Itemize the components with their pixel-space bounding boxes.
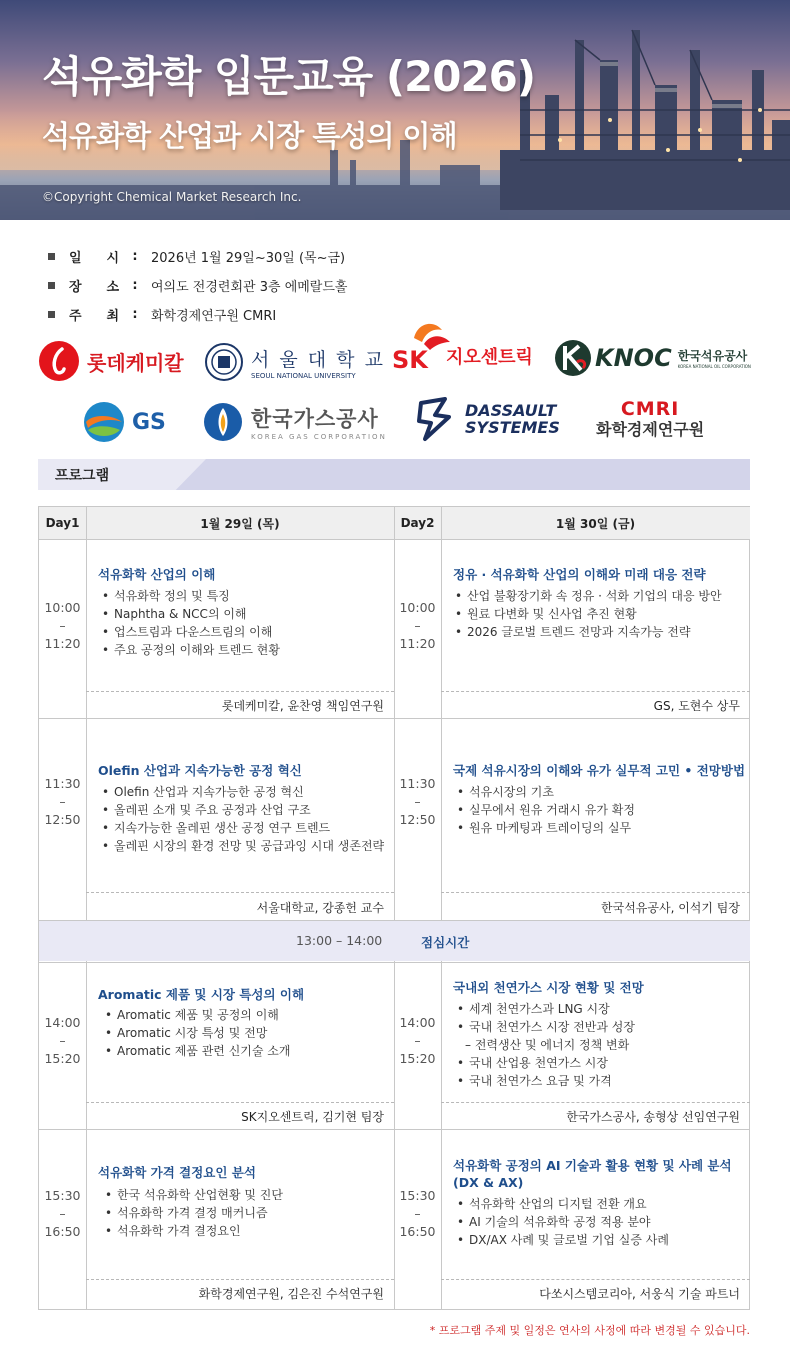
list-item: • 지속가능한 올레핀 생산 공정 연구 트렌드 xyxy=(102,819,384,837)
list-item: • 한국 석유화학 산업현황 및 진단 xyxy=(105,1186,283,1204)
session-3-time-left: 14:00 – 15:20 xyxy=(44,1015,81,1066)
session-4-right-title: 석유화학 공정의 AI 기술과 활용 현황 및 사례 분석 xyxy=(453,1158,732,1173)
logo-kogas-kr: 한국가스공사 xyxy=(251,407,379,431)
list-item: • 세계 천연가스과 LNG 시장 xyxy=(457,1000,635,1018)
logo-snu-kr: 서 울 대 학 교 xyxy=(251,348,385,371)
list-item: • 원유 마케팅과 트레이딩의 실무 xyxy=(457,819,635,837)
session-3-left-title: Aromatic 제품 및 시장 특성의 이해 xyxy=(98,987,305,1002)
logo-kogas-en: KOREA GAS CORPORATION xyxy=(251,433,387,441)
list-item: • 국내 천연가스 요금 및 가격 xyxy=(457,1072,635,1090)
snu-emblem-icon xyxy=(205,342,243,382)
kogas-emblem-icon xyxy=(203,402,243,442)
banner-subtitle: 석유화학 산업과 시장 특성의 이해 xyxy=(42,119,457,153)
logo-lotte-text: 롯데케미칼 xyxy=(87,350,184,375)
logo-dassault-line1: DASSAULT xyxy=(465,401,557,420)
info-place-value: 여의도 전경련회관 3층 에메랄드홀 xyxy=(151,280,348,295)
program-header xyxy=(38,459,750,490)
session-2-right-speaker: 한국석유공사, 이석기 팀장 xyxy=(601,901,740,915)
speaker-divider xyxy=(86,1279,394,1280)
logo-knoc-mark: KNOC xyxy=(595,344,672,372)
program-header-label: 프로그램 xyxy=(55,468,110,484)
info-place xyxy=(48,271,347,300)
session-1-time-right: 10:00 – 11:20 xyxy=(399,600,436,651)
speaker-divider xyxy=(441,892,750,893)
list-item: • Naphtha & NCC의 이해 xyxy=(102,605,280,623)
schedule-table xyxy=(38,506,750,1310)
lunch-label: 점심시간 xyxy=(421,935,470,950)
info-date-value: 2026년 1월 29일~30일 (목~금) xyxy=(151,251,346,266)
list-item: • Aromatic 제품 관련 신기술 소개 xyxy=(105,1042,291,1060)
session-4-right-title-line2: (DX & AX) xyxy=(453,1175,524,1190)
logo-snu xyxy=(205,342,385,382)
session-3-time-right: 14:00 – 15:20 xyxy=(399,1015,436,1066)
session-3-right-title: 국내외 천연가스 시장 현황 및 전망 xyxy=(453,980,644,995)
list-item: • 실무에서 원유 거래시 유가 확정 xyxy=(457,801,635,819)
list-item: • 원료 다변화 및 신사업 추진 현황 xyxy=(455,605,722,623)
gs-emblem-icon xyxy=(82,400,126,444)
info-date-label: 일 시 xyxy=(69,251,119,266)
list-item: • 주요 공정의 이해와 트렌드 현황 xyxy=(102,641,280,659)
logo-cmri-mark: CMRI xyxy=(620,398,680,420)
day1-date: 1월 29일 (목) xyxy=(86,507,394,540)
session-3-right-speaker: 한국가스공사, 송형상 선임연구원 xyxy=(566,1110,740,1124)
session-4-left-speaker: 화학경제연구원, 김은진 수석연구원 xyxy=(198,1287,384,1301)
list-item: • 석유시장의 기초 xyxy=(457,783,635,801)
logo-kogas xyxy=(203,402,387,442)
speaker-divider xyxy=(441,1102,750,1103)
hero-banner xyxy=(0,0,790,220)
logo-snu-en: SEOUL NATIONAL UNIVERSITY xyxy=(251,371,356,380)
list-item: • 산업 불황장기화 속 정유 · 석화 기업의 대응 방안 xyxy=(455,587,722,605)
session-3-left-items xyxy=(105,1006,291,1060)
info-colon: : xyxy=(132,278,138,293)
banner-copyright: ©Copyright Chemical Market Research Inc. xyxy=(42,190,302,204)
speaker-divider xyxy=(441,1279,750,1280)
list-item: • DX/AX 사례 및 글로벌 기업 실증 사례 xyxy=(457,1231,669,1249)
session-1-left-speaker: 롯데케미칼, 윤찬영 책임연구원 xyxy=(221,699,384,713)
row-divider xyxy=(39,1129,750,1130)
session-1-time-left: 10:00 – 11:20 xyxy=(44,600,81,651)
logo-dassault-line2: SYSTEMES xyxy=(465,418,560,437)
session-2-right-items xyxy=(457,783,635,837)
session-2-left-title: Olefin 산업과 지속가능한 공정 혁신 xyxy=(98,763,302,778)
session-2-right-title: 국제 석유시장의 이해와 유가 실무적 고민 • 전망방법 xyxy=(453,763,746,778)
logo-cmri xyxy=(596,398,704,440)
logo-lotte-chemical xyxy=(38,340,184,382)
session-4-right-items xyxy=(457,1195,669,1249)
lunch-time: 13:00 – 14:00 xyxy=(296,933,383,948)
session-1-right-title: 정유 · 석유화학 산업의 이해와 미래 대응 전략 xyxy=(453,567,706,582)
logo-dassault-text xyxy=(465,402,560,436)
logo-gs-text: GS xyxy=(132,409,166,435)
session-2-left-speaker: 서울대학교, 강종헌 교수 xyxy=(256,901,384,915)
sk-butterfly-icon xyxy=(392,320,444,380)
lunch-row xyxy=(39,921,750,961)
day1-label: Day1 xyxy=(39,507,86,540)
session-4-right-speaker: 다쏘시스템코리아, 서웅식 기술 파트너 xyxy=(539,1287,740,1301)
logo-knoc-kr: 한국석유공사 xyxy=(677,349,748,363)
session-4-time-right: 15:30 – 16:50 xyxy=(399,1188,436,1239)
session-3-right-items xyxy=(457,1000,635,1090)
schedule-note: * 프로그램 주제 및 일정은 연사의 사정에 따라 변경될 수 있습니다. xyxy=(429,1324,750,1337)
day2-date: 1월 30일 (금) xyxy=(441,507,750,540)
session-1-right-items xyxy=(455,587,722,641)
logo-snu-text xyxy=(251,345,385,380)
info-host-value: 화학경제연구원 CMRI xyxy=(151,309,277,324)
dassault-3ds-icon xyxy=(415,395,461,443)
row-divider xyxy=(39,718,750,719)
knoc-emblem-icon xyxy=(553,338,593,378)
event-info xyxy=(48,242,347,329)
list-item: • 석유화학 가격 결정요인 xyxy=(105,1222,283,1240)
list-item: • 올레핀 시장의 환경 전망 및 공급과잉 시대 생존전략 xyxy=(102,837,384,855)
info-host-label: 주 최 xyxy=(69,309,119,324)
list-item: • 올레핀 소개 및 주요 공정과 산업 구조 xyxy=(102,801,384,819)
logo-kogas-text xyxy=(251,403,387,441)
session-2-time-right: 11:30 – 12:50 xyxy=(399,776,436,827)
logo-gs xyxy=(82,400,166,444)
info-date xyxy=(48,242,347,271)
session-1-left-items xyxy=(102,587,280,659)
session-1-right-speaker: GS, 도현수 상무 xyxy=(653,699,740,713)
session-4-time-left: 15:30 – 16:50 xyxy=(44,1188,81,1239)
session-3-left-speaker: SK지오센트릭, 김기현 팀장 xyxy=(241,1110,384,1124)
logo-cmri-name: 화학경제연구원 xyxy=(596,420,705,439)
info-place-label: 장 소 xyxy=(69,280,119,295)
list-item: – 전력생산 및 에너지 정책 변화 xyxy=(465,1038,630,1052)
session-1-left-title: 석유화학 산업의 이해 xyxy=(98,567,216,582)
logo-sk-mark: SK xyxy=(392,346,428,374)
list-item: • 국내 산업용 천연가스 시장 xyxy=(457,1054,635,1072)
logo-knoc xyxy=(553,338,751,378)
list-item: • 2026 글로벌 트렌드 전망과 지속가능 전략 xyxy=(455,623,722,641)
session-2-left-items xyxy=(102,783,384,855)
info-colon: : xyxy=(132,307,138,322)
list-item: • 국내 천연가스 시장 전반과 성장 xyxy=(457,1018,635,1036)
speaker-divider xyxy=(86,691,394,692)
speaker-divider xyxy=(86,1102,394,1103)
day2-label: Day2 xyxy=(394,507,441,540)
list-item: • Aromatic 시장 특성 및 전망 xyxy=(105,1024,291,1042)
list-item: • Aromatic 제품 및 공정의 이해 xyxy=(105,1006,291,1024)
square-bullet-icon xyxy=(48,282,55,289)
logo-sk-geocentric xyxy=(392,320,533,380)
session-2-time-left: 11:30 – 12:50 xyxy=(44,776,81,827)
speaker-divider xyxy=(441,691,750,692)
logo-sk-name: 지오센트릭 xyxy=(446,347,533,368)
list-item: • 석유화학 정의 및 특징 xyxy=(102,587,280,605)
session-4-left-title: 석유화학 가격 결정요인 분석 xyxy=(98,1165,256,1180)
info-colon: : xyxy=(132,249,138,264)
list-item: • 석유화학 가격 결정 매커니즘 xyxy=(105,1204,283,1222)
session-4-left-items xyxy=(105,1186,283,1240)
lotte-emblem-icon xyxy=(38,340,80,382)
logo-knoc-en: KOREA NATIONAL OIL CORPORATION xyxy=(677,364,751,369)
list-item: • 석유화학 산업의 디지털 전환 개요 xyxy=(457,1195,669,1213)
list-item: • AI 기술의 석유화학 공정 적용 분야 xyxy=(457,1213,669,1231)
logo-dassault xyxy=(415,395,560,443)
list-item: • 업스트림과 다운스트림의 이해 xyxy=(102,623,280,641)
refinery-skyline-illustration xyxy=(0,0,790,220)
row-divider xyxy=(39,962,750,963)
banner-title: 석유화학 입문교육 (2026) xyxy=(42,52,536,101)
list-item: • Olefin 산업과 지속가능한 공정 혁신 xyxy=(102,783,384,801)
square-bullet-icon xyxy=(48,311,55,318)
logo-knoc-text xyxy=(678,347,751,369)
speaker-divider xyxy=(86,892,394,893)
square-bullet-icon xyxy=(48,253,55,260)
info-host xyxy=(48,300,347,329)
